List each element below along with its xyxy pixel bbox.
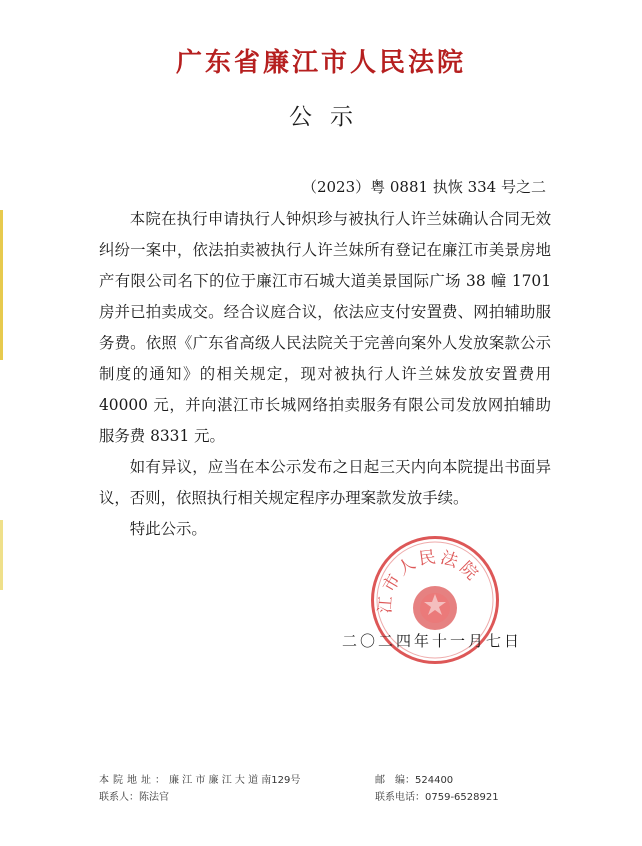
body-paragraph: 特此公示。 <box>129 520 207 538</box>
postcode-value: 524400 <box>415 775 454 786</box>
contact-block <box>99 788 169 803</box>
address-block <box>99 771 300 786</box>
scan-edge-mark <box>0 520 3 590</box>
contact-label: 联系人： <box>99 792 139 803</box>
body-paragraph: 本院在执行申请执行人钟炽珍与被执行人许兰妹确认合同无效纠纷一案中，依法拍卖被执行人许兰妹所有登记在廉江市美景房地产有限公司名下的位于廉江市石城大道美景国际广场 38 幢 1701 房并已拍卖成交。经合议庭合议，依法应支付安置费、网拍辅助服务费。依照《广东省高级人民法院关于完善向案外人发放案款公示制度的通知》的相关规定，现对被执行人许兰妹发放安置费用 40000 元，并向湛江市长城网络拍卖服务有限公司发放网拍辅助服务费 8331 元。 <box>99 210 551 445</box>
contact-value: 陈法官 <box>139 792 169 803</box>
seal-text: 江市人民法院 <box>375 547 484 615</box>
postcode-block <box>375 771 453 786</box>
national-emblem-icon <box>413 586 457 630</box>
phone-block <box>375 788 499 803</box>
phone-label: 联系电话： <box>375 792 425 803</box>
address-value: 廉 江 市 廉 江 大 道 南129号 <box>169 775 301 786</box>
notice-heading: 公示 <box>289 104 371 130</box>
case-number: （2023）粤 0881 执恢 334 号之二 <box>301 178 546 196</box>
notice-body <box>99 204 551 545</box>
body-paragraph: 如有异议，应当在本公示发布之日起三天内向本院提出书面异议，否则，依照执行相关规定程序办理案款发放手续。 <box>99 458 551 507</box>
issuer-title: 广东省廉江市人民法院 <box>175 48 466 78</box>
address-label: 本院地址： <box>99 775 169 786</box>
issue-date: 二〇二四年十一月七日 <box>341 632 522 650</box>
postcode-label: 邮 编： <box>375 775 415 786</box>
phone-value: 0759-6528921 <box>425 792 499 803</box>
scan-edge-mark <box>0 210 3 360</box>
